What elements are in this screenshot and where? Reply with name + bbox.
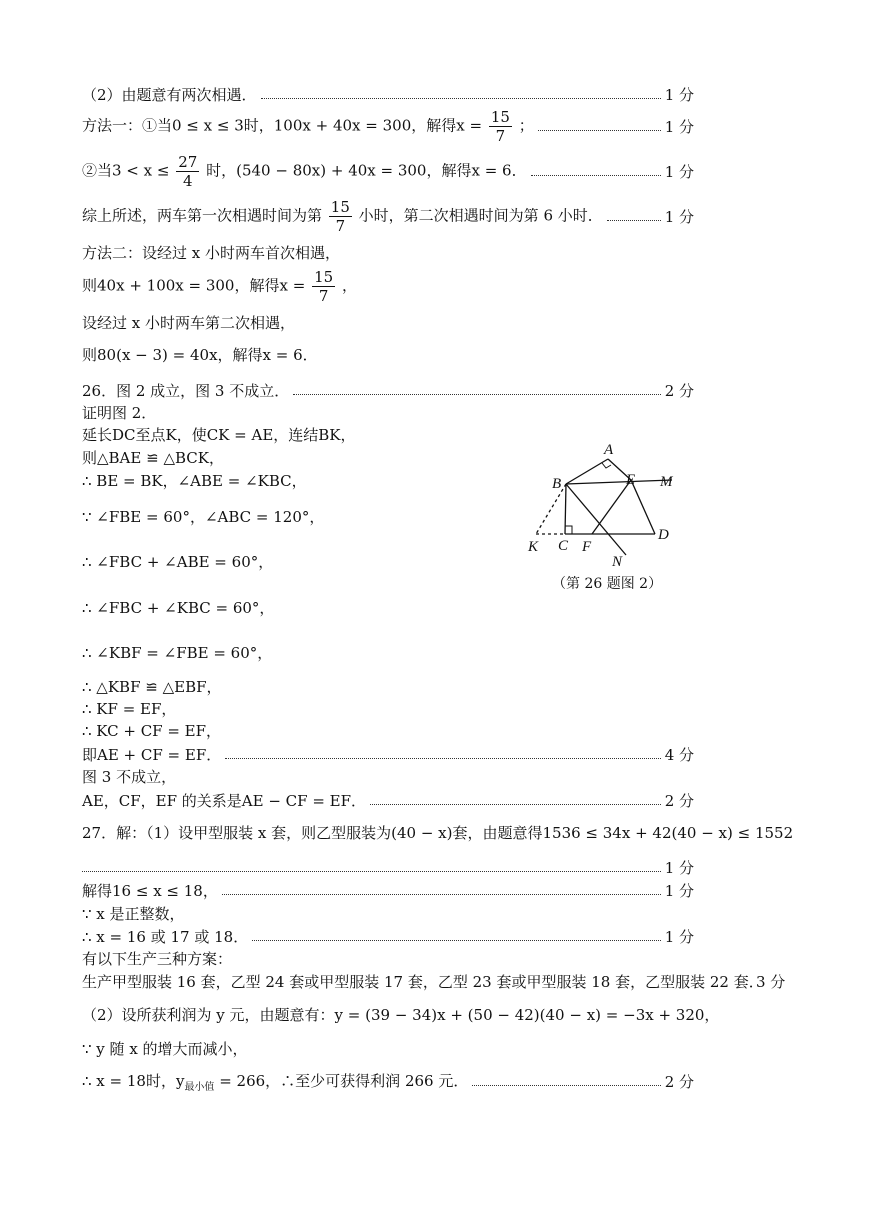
score: 4 分 [664,746,694,764]
label-E: E [626,472,636,488]
q27-line-7: （2）设所获利润为 y 元，由题意有：y = (39 − 34)x + (50 − 42)(40 − x) = −3x + 320， [82,1006,720,1024]
q25-m1b-prefix: ②当3 < x ≤ [82,161,170,180]
q26-step-5: ∴ ∠FBC + ∠ABE = 60°， [82,553,274,571]
score: 1 分 [664,86,694,104]
subscript: 最小值 [184,1082,215,1093]
q26-step-12: 图 3 不成立， [82,768,177,786]
ray-BN [566,484,626,555]
q26-proof-title: 证明图 2． [82,404,157,422]
q26-step-11-line: 即AE + CF = EF． 4 分 [82,746,694,764]
q26-figure-2 [520,438,700,570]
q26-head-line: 26．图 2 成立，图 3 不成立． 2 分 [82,382,694,400]
score: 1 分 [664,859,694,877]
fraction: $\frac{27}{4}$ [178,153,198,190]
q26-step-6: ∴ ∠FBC + ∠KBC = 60°， [82,599,275,617]
segment-EF [592,480,631,534]
q26-figure-caption: （第 26 题图 2） [552,576,663,592]
leader-dots [252,940,660,941]
q25-method2-intro2: 设经过 x 小时两车第二次相遇， [82,314,295,332]
score: 1 分 [664,118,694,136]
q25-m1a-prefix: 方法一：①当0 ≤ x ≤ 3时，100x + 40x = 300，解得x = [82,116,483,135]
q27-line-2: 解得16 ≤ x ≤ 18， 1 分 [82,882,694,900]
label-M: M [660,474,673,490]
score: 2 分 [664,1073,694,1091]
q27-line-3: ∵ x 是正整数， [82,905,185,923]
label-A: A [604,442,614,458]
q26-step-2: 则△BAE ≌ △BCK， [82,449,224,467]
q25-method1-a-line: 方法一：①当0 ≤ x ≤ 3时，100x + 40x = 300，解得x = $\frac{15}{7}$ ； 1 分 [82,108,694,145]
label-B: B [552,476,562,492]
label-C: C [558,538,569,554]
leader-dots [370,804,661,805]
q26-step-4: ∵ ∠FBE = 60°，∠ABC = 120°， [82,508,325,526]
leader-dots [607,220,661,221]
fraction: $\frac{15}{7}$ [330,198,350,235]
q25-intro: （2）由题意有两次相遇． [82,86,257,104]
label-D: D [658,527,669,543]
label-K: K [528,539,539,555]
q26-step-10: ∴ KC + CF = EF， [82,722,222,740]
leader-dots [293,394,660,395]
q25-method2-intro: 方法二：设经过 x 小时两车首次相遇， [82,244,340,262]
leader-dots [222,894,661,895]
edge-ED [631,480,655,534]
label-N: N [612,554,623,570]
q25-method2-eq2: 则80(x − 3) = 40x，解得x = 6． [82,346,318,364]
right-angle-C [565,526,572,534]
score: 1 分 [664,208,694,226]
q26-step-13-line: AE，CF，EF 的关系是AE − CF = EF． 2 分 [82,792,694,810]
q26-step-3: ∴ BE = BK，∠ABE = ∠KBC， [82,472,307,490]
q27-line-8: ∵ y 随 x 的增大而减小， [82,1040,248,1058]
q27-line-5: 有以下生产三种方案： [82,950,233,968]
score: 2 分 [664,792,694,810]
score: 2 分 [664,382,694,400]
label-F: F [582,539,592,555]
q25-intro-line [82,84,694,105]
q27-line-9: ∴ x = 18时，$y_{最小值} = 266$，∴至少可获得利润 266 元． 2 分 [82,1072,694,1093]
q25-summary-line: 综上所述，两车第一次相遇时间为第 $\frac{15}{7}$ 小时，第二次相遇时间为第 6 小时． 1 分 [82,198,694,235]
leader-dots [472,1085,660,1086]
leader-dots [531,175,661,176]
score: 1 分 [664,163,694,181]
leader-dots [261,98,661,99]
dashed-BK [536,484,566,534]
q25-method2-eq1: 则40x + 100x = 300，解得x = $\frac{15}{7}$ ， [82,268,357,305]
q27-line-1: 27．解：（1）设甲型服装 x 套，则乙型服装为(40 − x)套，由题意得1536 ≤ 34x + 42(40 − x) ≤ 1552 [82,824,794,842]
fraction: $\frac{15}{7}$ [314,268,334,305]
score: 3 分 [756,973,786,991]
ray-BM [566,480,672,484]
score: 1 分 [664,928,694,946]
score: 1 分 [664,882,694,900]
q26-step-9: ∴ KF = EF， [82,700,177,718]
q27-dots-line [82,857,694,878]
leader-dots [82,871,661,872]
right-angle-A [602,463,611,468]
q26-step-7: ∴ ∠KBF = ∠FBE = 60°， [82,644,273,662]
q26-step-1: 延长DC至点K，使CK = AE，连结BK， [82,426,356,444]
edge-BA [566,459,608,484]
q25-method1-b-line: ②当3 < x ≤ $\frac{27}{4}$ 时，(540 − 80x) + 40x = 300，解得x = 6． 1 分 [82,153,694,190]
q26-step-8: ∴ △KBF ≌ △EBF， [82,678,222,696]
leader-dots [538,130,661,131]
fraction: $\frac{15}{7}$ [490,108,510,145]
q27-line-4: ∴ x = 16 或 17 或 18． 1 分 [82,928,694,946]
leader-dots [225,758,660,759]
q27-line-6: 生产甲型服装 16 套，乙型 24 套或甲型服装 17 套，乙型 23 套或甲型服装 18 套，乙型服装 22 套． [82,973,764,991]
